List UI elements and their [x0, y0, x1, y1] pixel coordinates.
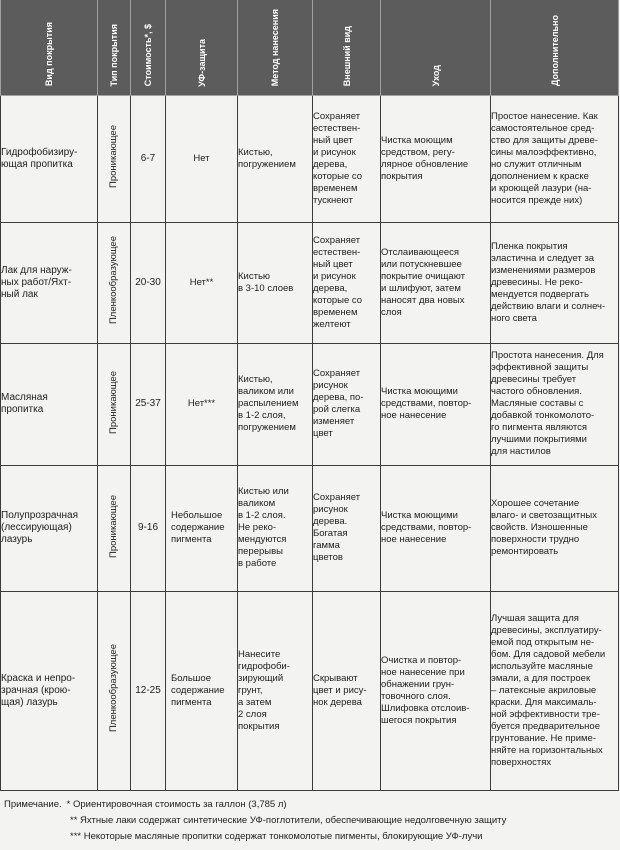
- cell-care: Очистка и повтор- ное нанесение при обнажении грун- товочного слоя. Шлифовка отслоив- шегося покрытия: [381, 591, 491, 790]
- cell-appearance: Сохраняет естествен- ный цвет и рисунок дерева, которые со временем желтеют: [313, 222, 381, 343]
- cell-care: Чистка моющими средствами, повтор- ное нанесение: [381, 343, 491, 465]
- table-footnotes: [4, 797, 506, 845]
- footnote-line: [4, 797, 506, 813]
- cell-application-method: Кистью, погружением: [238, 95, 313, 222]
- header-application-method: Метод нанесения: [238, 0, 313, 95]
- cell-additional: Пленка покрытия эластична и следует за изменениями размеров древесины. Не реко- мендуется подвергать действию влаги и солнеч- ного света: [491, 222, 619, 343]
- cell-uv-protection: Большое содержание пигмента: [166, 591, 238, 790]
- cell-additional: Хорошее сочетание влаго- и светозащитных свойств. Изношенные поверхности трудно ремонтировать: [491, 465, 619, 591]
- header-cost: Стоимость*, $: [131, 0, 166, 95]
- cell-coating-type: Пленкообразующее: [98, 591, 131, 790]
- footnote-oil-impregnation: *** Некоторые масляные пропитки содержат тонкомолотые пигменты, блокирующие УФ-лучи: [70, 831, 483, 842]
- cell-care: Чистка моющими средствами, повтор- ное нанесение: [381, 465, 491, 591]
- cell-coating-type: Пленкообразующее: [98, 222, 131, 343]
- cell-cost: 6-7: [131, 95, 166, 222]
- cell-coating-type: Проникающее: [98, 465, 131, 591]
- header-uv-protection: УФ-защита: [166, 0, 238, 95]
- cell-coating-type: Проникающее: [98, 343, 131, 465]
- table-row: [1, 95, 619, 222]
- cell-appearance: Сохраняет рисунок дерева. Богатая гамма цветов: [313, 465, 381, 591]
- cell-cost: 20-30: [131, 222, 166, 343]
- cell-care: Чистка моющим средством, регу- лярное обновление покрытия: [381, 95, 491, 222]
- cell-cost: 25-37: [131, 343, 166, 465]
- table-header-row: [1, 0, 619, 95]
- cell-additional: Простое нанесение. Как самостоятельное сред- ство для защиты древе- сины малоэффективно, но служит отличным дополнением к краске и кроющей лазури (на- носится прежде них): [491, 95, 619, 222]
- footnote-yacht-varnish: ** Яхтные лаки содержат синтетические УФ-поглотители, обеспечивающие недолговечную защиту: [70, 815, 507, 826]
- table-row: [1, 222, 619, 343]
- cell-cost: 9-16: [131, 465, 166, 591]
- footnote-cost: * Ориентировочная стоимость за галлон (3,785 л): [66, 799, 287, 810]
- cell-appearance: Сохраняет естествен- ный цвет и рисунок дерева, которые со временем тускнеют: [313, 95, 381, 222]
- header-coating-type: Тип покрытия: [98, 0, 131, 95]
- cell-uv-protection: Нет: [166, 95, 238, 222]
- cell-application-method: Кистью или валиком в 1-2 слоя. Не реко- мендуются перерывы в работе: [238, 465, 313, 591]
- cell-application-method: Кистью, валиком или распылением в 1-2 слоя, погружением: [238, 343, 313, 465]
- cell-appearance: Сохраняет рисунок дерева, по- рой слегка изменяет цвет: [313, 343, 381, 465]
- cell-uv-protection: Нет***: [166, 343, 238, 465]
- cell-uv-protection: Небольшое содержание пигмента: [166, 465, 238, 591]
- table-row: [1, 591, 619, 790]
- cell-coating-name: Полупрозрачная (лессирующая) лазурь: [1, 465, 98, 591]
- cell-additional: Простота нанесения. Для эффективной защиты древесины требует частого обновления. Масляные составы с добавкой тонкомолото- го пигмента являются лучшими покрытиями для настилов: [491, 343, 619, 465]
- footnote-label: Примечание.: [4, 799, 62, 810]
- cell-appearance: Скрывают цвет и рису- нок дерева: [313, 591, 381, 790]
- table-row: [1, 343, 619, 465]
- header-additional: Дополнительно: [491, 0, 619, 95]
- cell-application-method: Кистью в 3-10 слоев: [238, 222, 313, 343]
- cell-application-method: Нанесите гидрофоби- зирующий грунт, а затем 2 слоя покрытия: [238, 591, 313, 790]
- header-coating-name: Вид покрытия: [1, 0, 98, 95]
- header-appearance: Внешний вид: [313, 0, 381, 95]
- cell-additional: Лучшая защита для древесины, эксплуатиру- емой под открытым не- бом. Для садовой мебели используйте масляные эмали, а для построек – латексные акриловые краски. Для максималь- ной эффективности тре- буется предварительное грунтование. Не приме- няйте на горизонтальных поверхностях: [491, 591, 619, 790]
- cell-coating-name: Краска и непро- зрачная (крою- щая) лазурь: [1, 591, 98, 790]
- header-care: Уход: [381, 0, 491, 95]
- cell-cost: 12-25: [131, 591, 166, 790]
- table-row: [1, 465, 619, 591]
- cell-coating-name: Лак для наруж- ных работ/Яхт- ный лак: [1, 222, 98, 343]
- cell-coating-name: Масляная пропитка: [1, 343, 98, 465]
- cell-coating-name: Гидрофобизиру- ющая пропитка: [1, 95, 98, 222]
- cell-coating-type: Проникающее: [98, 95, 131, 222]
- cell-care: Отслаивающееся или потускневшее покрытие очищают и шлифуют, затем наносят два новых слоя: [381, 222, 491, 343]
- cell-uv-protection: Нет**: [166, 222, 238, 343]
